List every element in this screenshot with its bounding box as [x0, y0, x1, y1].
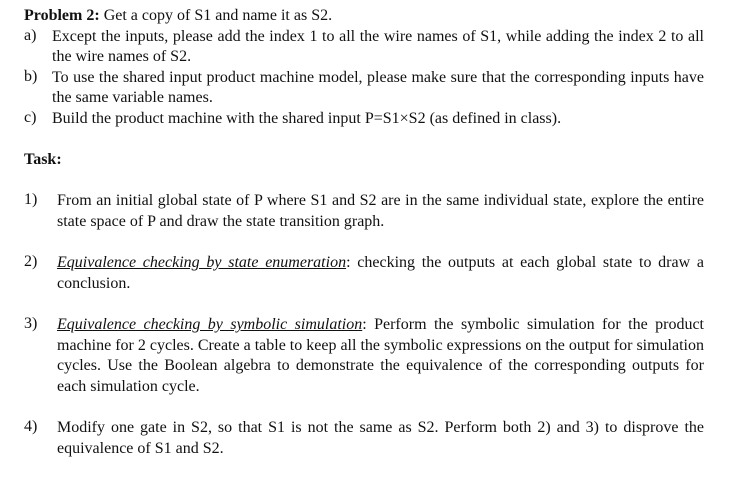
task-item-marker: 4)	[24, 418, 38, 435]
problem-item-marker: c)	[24, 108, 37, 126]
task-item-marker: 3)	[24, 315, 38, 332]
problem-item-text: To use the shared input product machine model, please make sure that the corresponding inputs have the same variable names.	[52, 68, 704, 106]
task-item-body: : checking the outputs at each global state to draw a conclusion.	[57, 254, 704, 292]
task-item-body: Modify one gate in S2, so that S1 is not the same as S2. Perform both 2) and 3) to disprove the equivalence of S1 and S2.	[57, 419, 704, 457]
problem-item-marker: a)	[24, 26, 37, 44]
problem-item-a	[24, 27, 704, 68]
task-item-body: : Perform the symbolic simulation for the product machine for 2 cycles. Create a table to keep all the symbolic expressions on the output for simulation cycles. Use the Boolean algebra to demonstrate the equivalence of the corresponding outputs for each simulation cycle.	[57, 316, 704, 395]
problem-item-text: Build the product machine with the shared input P=S1×S2 (as defined in class).	[52, 109, 562, 127]
task-item-emphasis: Equivalence checking by symbolic simulation	[57, 316, 363, 333]
task-item-marker: 2)	[24, 253, 38, 270]
problem-intro: Get a copy of S1 and name it as S2.	[99, 7, 333, 24]
task-item-body: From an initial global state of P where S1 and S2 are in the same individual state, explore the entire state space of P and draw the state transition graph.	[57, 192, 704, 230]
task-item-text	[57, 191, 704, 232]
task-item-4	[24, 418, 704, 459]
problem-label: Problem 2:	[24, 7, 100, 24]
task-item-3	[24, 315, 704, 397]
problem-item-text: Except the inputs, please add the index 1 to all the wire names of S1, while adding the index 2 to all the wire names of S2.	[52, 27, 704, 65]
task-item-text	[57, 418, 704, 459]
task-item-text	[57, 315, 704, 397]
problem-item-marker: b)	[24, 67, 38, 85]
problem-item-b	[24, 68, 704, 109]
task-item-1	[24, 191, 704, 232]
task-item-text	[57, 253, 704, 294]
problem-heading	[24, 6, 704, 27]
task-item-emphasis: Equivalence checking by state enumeration	[57, 254, 347, 271]
task-item-marker: 1)	[24, 191, 38, 208]
task-heading: Task:	[24, 151, 62, 168]
document-body	[24, 6, 704, 459]
problem-item-c	[24, 109, 704, 130]
task-item-2	[24, 253, 704, 294]
